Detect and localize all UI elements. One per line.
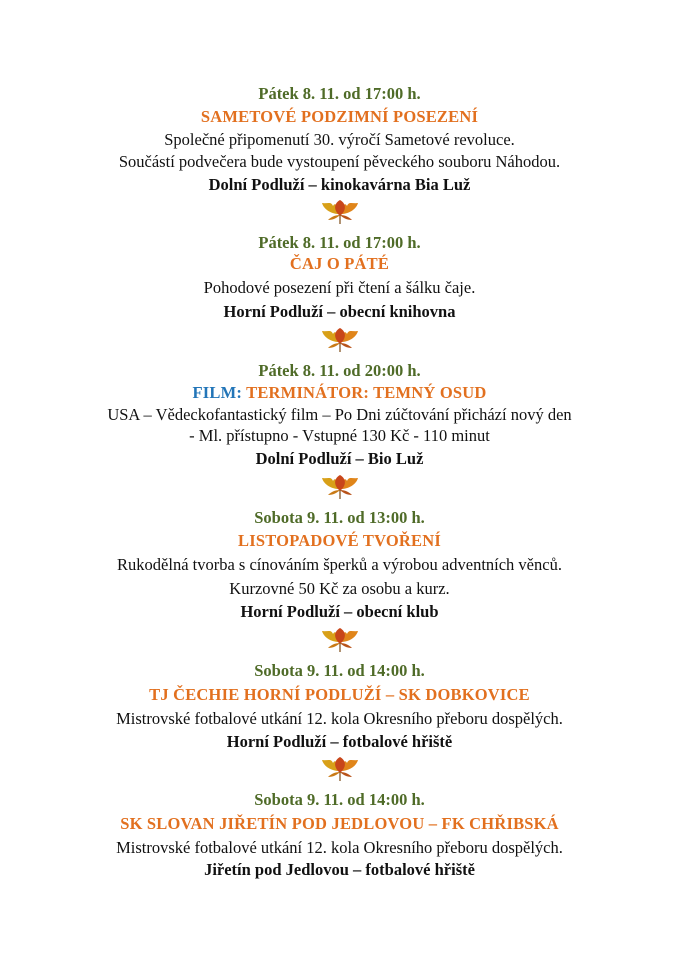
autumn-leaves-icon: [320, 474, 360, 500]
event-description-line: Součástí podvečera bude vystoupení pěveckého souboru Náhodou.: [118, 152, 561, 171]
event-title: ČAJ O PÁTÉ: [289, 254, 390, 273]
autumn-leaves-icon: [320, 756, 360, 782]
event-title: SK SLOVAN JIŘETÍN POD JEDLOVOU – FK CHŘIBSKÁ: [120, 814, 559, 833]
event-description-line: Pohodové posezení při čtení a šálku čaje.: [203, 278, 476, 297]
event-title: SAMETOVÉ PODZIMNÍ POSEZENÍ: [200, 107, 479, 126]
event-date: Pátek 8. 11. od 17:00 h.: [258, 84, 421, 103]
autumn-leaves-icon: [320, 627, 360, 653]
event-venue: Dolní Podluží – Bio Luž: [255, 449, 424, 468]
event-date: Sobota 9. 11. od 13:00 h.: [254, 508, 425, 527]
film-label: FILM:: [192, 383, 243, 402]
event-date: Sobota 9. 11. od 14:00 h.: [254, 790, 425, 809]
event-description-line: Kurzovné 50 Kč za osobu a kurz.: [229, 579, 450, 598]
event-date: Pátek 8. 11. od 20:00 h.: [258, 361, 421, 380]
event-venue: Dolní Podluží – kinokavárna Bia Luž: [208, 175, 471, 194]
event-venue: Horní Podluží – obecní knihovna: [223, 302, 456, 321]
event-venue: Horní Podluží – obecní klub: [240, 602, 439, 621]
event-date: Pátek 8. 11. od 17:00 h.: [258, 233, 421, 252]
event-title: TJ ČECHIE HORNÍ PODLUŽÍ – SK DOBKOVICE: [149, 685, 530, 704]
film-title: TERMINÁTOR: TEMNÝ OSUD: [246, 383, 487, 402]
autumn-leaves-icon: [320, 199, 360, 225]
event-description-line: - Ml. přístupno - Vstupné 130 Kč - 110 minut: [189, 426, 490, 445]
event-description-line: Společné připomenutí 30. výročí Sametové revoluce.: [164, 130, 515, 149]
event-venue: Horní Podluží – fotbalové hřiště: [226, 732, 453, 751]
event-title: LISTOPADOVÉ TVOŘENÍ: [238, 531, 441, 550]
event-description-line: Mistrovské fotbalové utkání 12. kola Okresního přeboru dospělých.: [116, 709, 563, 728]
event-description-line: Mistrovské fotbalové utkání 12. kola Okresního přeboru dospělých.: [116, 838, 563, 857]
event-venue: Jiřetín pod Jedlovou – fotbalové hřiště: [204, 860, 475, 879]
event-title: [0, 383, 679, 403]
event-description-line: Rukodělná tvorba s cínováním šperků a výrobou adventních věnců.: [117, 555, 562, 574]
event-date: Sobota 9. 11. od 14:00 h.: [254, 661, 425, 680]
event-description-line: USA – Vědeckofantastický film – Po Dni zúčtování přichází nový den: [107, 405, 572, 424]
autumn-leaves-icon: [320, 327, 360, 353]
